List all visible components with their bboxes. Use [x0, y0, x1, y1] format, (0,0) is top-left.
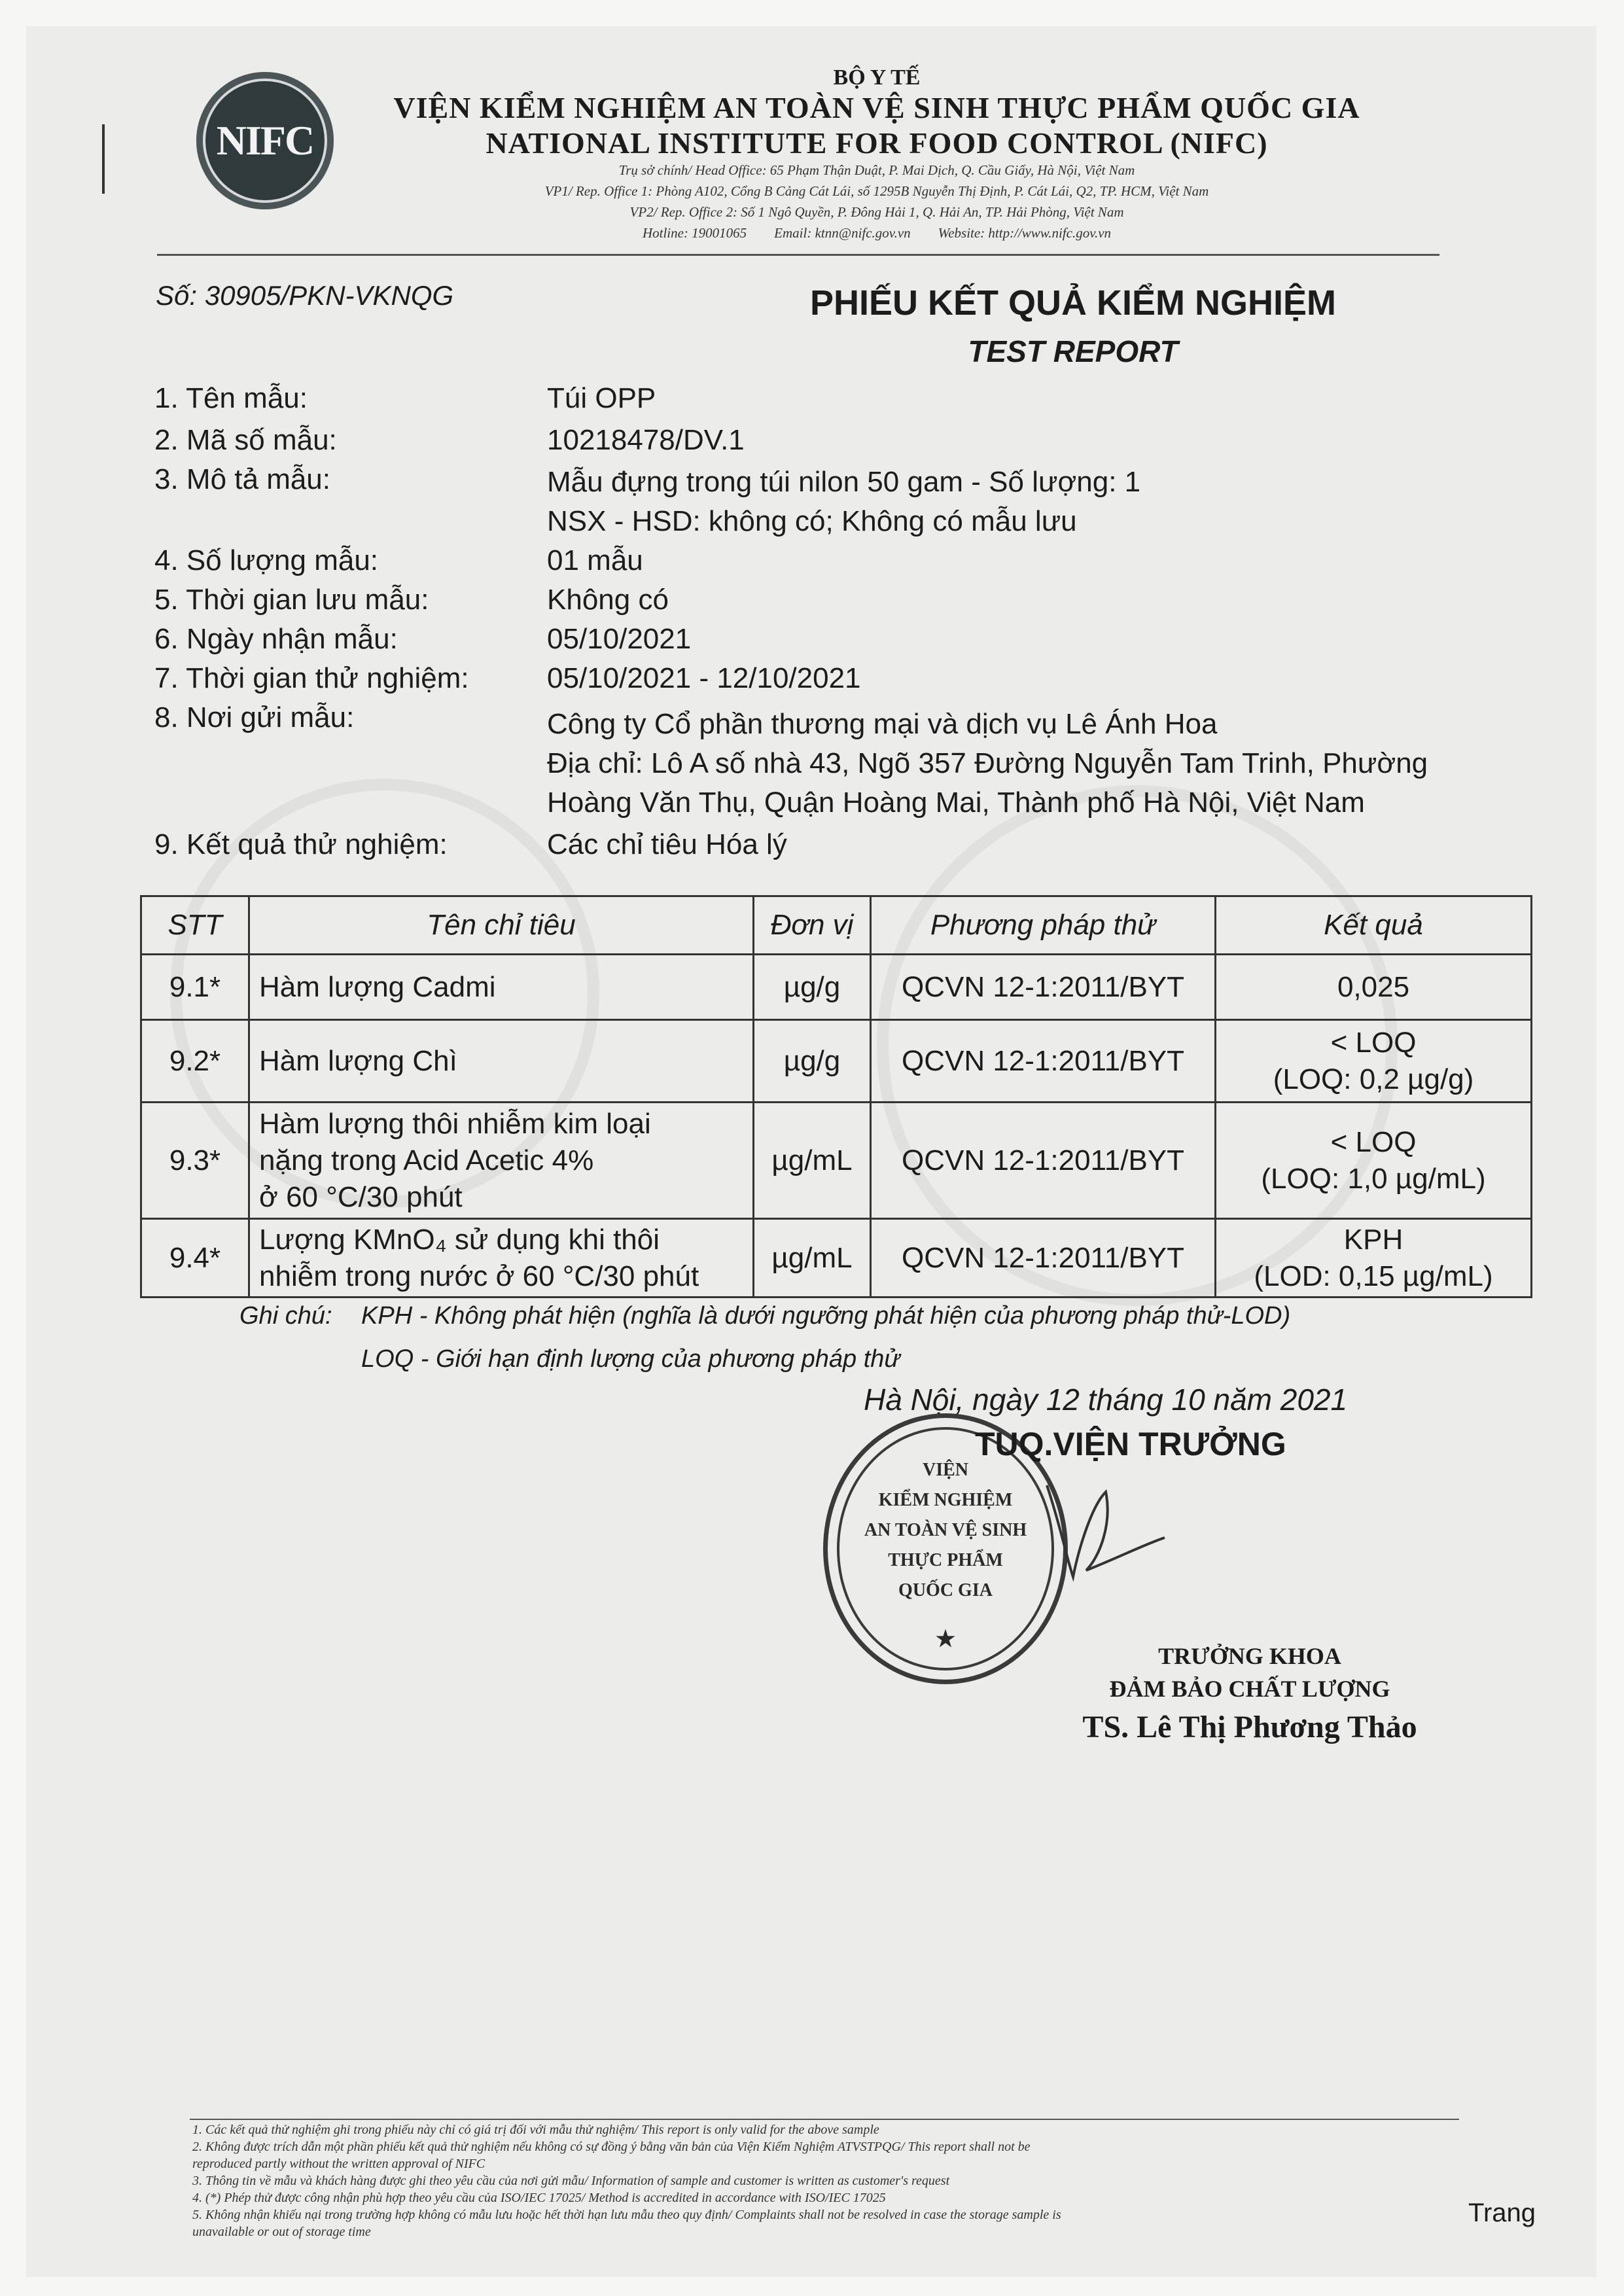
sender-address-line2: Hoàng Văn Thụ, Quận Hoàng Mai, Thành phố Hà Nội, Việt Nam: [547, 786, 1365, 819]
parameter-line: Lượng KMnO₄ sử dụng khi thôi: [259, 1223, 660, 1256]
test-result-label: 9. Kết quả thử nghiệm:: [154, 828, 448, 860]
header-unit: Đơn vị: [754, 896, 871, 955]
seal-line: THỰC PHẨM: [888, 1550, 1003, 1570]
row-unit: µg/mL: [754, 1103, 871, 1219]
row-result: [1216, 1219, 1532, 1298]
sample-quantity-label: 4. Số lượng mẫu:: [154, 544, 379, 576]
received-date-label: 6. Ngày nhận mẫu:: [154, 623, 398, 655]
row-unit: µg/g: [754, 955, 871, 1020]
result-line: (LOQ: 1,0 µg/mL): [1261, 1162, 1486, 1195]
sender-label: 8. Nơi gửi mẫu:: [154, 701, 355, 733]
footer-note-5: 5. Không nhận khiếu nại trong trường hợp không có mẫu lưu hoặc hết thời hạn lưu mẫu theo quy định/ Complaints shall not be resolved in case the storage sample is: [192, 2208, 1061, 2222]
sample-code-label: 2. Mã số mẫu:: [154, 424, 337, 456]
seal-star-icon: ★: [935, 1627, 956, 1651]
row-method: QCVN 12-1:2011/BYT: [871, 1020, 1216, 1103]
parameter-line: nặng trong Acid Acetic 4%: [259, 1144, 594, 1176]
row-unit: µg/g: [754, 1020, 871, 1103]
row-unit: µg/mL: [754, 1219, 871, 1298]
row-result: [1216, 1020, 1532, 1103]
document-subtitle: TEST REPORT: [968, 334, 1178, 368]
footer-note-5-cont: unavailable or out of storage time: [192, 2225, 371, 2239]
row-stt: 9.2*: [141, 1020, 249, 1103]
institute-name-en: NATIONAL INSTITUTE FOR FOOD CONTROL (NIFC): [485, 126, 1268, 160]
table-row: [141, 1219, 1532, 1298]
seal-line: AN TOÀN VỆ SINH: [864, 1520, 1027, 1540]
result-line: < LOQ: [1330, 1026, 1417, 1059]
notes-label: Ghi chú:: [239, 1302, 332, 1330]
sample-name-value: Túi OPP: [547, 382, 656, 414]
signer-position-1: TRƯỞNG KHOA: [1158, 1643, 1341, 1669]
header-divider: [157, 254, 1439, 256]
footer-note-1: 1. Các kết quả thử nghiệm ghi trong phiếu này chỉ có giá trị đối với mẫu thử nghiệm/ This report is only valid for the above sample: [192, 2123, 879, 2137]
page-label: Trang: [1468, 2199, 1536, 2227]
signing-date: Hà Nội, ngày 12 tháng 10 năm 2021: [864, 1383, 1348, 1417]
handwritten-signature: [1021, 1446, 1178, 1603]
parameter-line: Hàm lượng thôi nhiễm kim loại: [259, 1107, 651, 1140]
footer-note-2-cont: reproduced partly without the written approval of NIFC: [192, 2157, 485, 2171]
institute-name-vn: VIỆN KIỂM NGHIỆM AN TOÀN VỆ SINH THỰC PHẨM QUỐC GIA: [393, 91, 1360, 124]
footer-note-2: 2. Không được trích dẫn một phần phiếu kết quả thử nghiệm nếu không có sự đồng ý bằng văn bản của Viện Kiểm Nghiệm ATVSTPQG/ This report shall not be: [192, 2140, 1031, 2154]
seal-line: VIỆN: [922, 1460, 968, 1480]
header-method: Phương pháp thử: [871, 896, 1216, 955]
sample-quantity-value: 01 mẫu: [547, 544, 643, 576]
row-parameter: [249, 1103, 754, 1219]
header-stt: STT: [141, 896, 249, 955]
row-parameter: Hàm lượng Chì: [249, 1020, 754, 1103]
on-behalf-title: TUQ.VIỆN TRƯỞNG: [975, 1426, 1286, 1462]
result-line: (LOQ: 0,2 µg/g): [1273, 1063, 1474, 1095]
row-result: 0,025: [1216, 955, 1532, 1020]
footer-note-4: 4. (*) Phép thử được công nhận phù hợp theo yêu cầu của ISO/IEC 17025/ Method is accredited in accordance with ISO/IEC 17025: [192, 2191, 886, 2205]
test-period-value: 05/10/2021 - 12/10/2021: [547, 662, 861, 694]
footer-divider: [190, 2119, 1459, 2120]
result-line: (LOD: 0,15 µg/mL): [1254, 1260, 1493, 1292]
office1-address: VP1/ Rep. Office 1: Phòng A102, Cổng B Cảng Cát Lái, số 1295B Nguyễn Thị Định, P. Cát Lái, Q2, TP. HCM, Việt Nam: [544, 183, 1209, 199]
margin-mark: [102, 124, 105, 194]
document-title: PHIẾU KẾT QUẢ KIỂM NGHIỆM: [809, 283, 1337, 323]
footer-note-3: 3. Thông tin về mẫu và khách hàng được ghi theo yêu cầu của nơi gửi mẫu/ Information of sample and customer is written as customer's request: [192, 2174, 950, 2188]
row-method: QCVN 12-1:2011/BYT: [871, 1219, 1216, 1298]
sample-description-line1: Mẫu đựng trong túi nilon 50 gam - Số lượng: 1: [547, 466, 1141, 498]
retention-time-label: 5. Thời gian lưu mẫu:: [154, 584, 429, 616]
result-line: KPH: [1343, 1223, 1403, 1256]
note-loq: LOQ - Giới hạn định lượng của phương pháp thử: [361, 1345, 900, 1373]
sender-address-line1: Địa chỉ: Lô A số nhà 43, Ngõ 357 Đường Nguyễn Tam Trinh, Phường: [547, 747, 1428, 779]
note-kph: KPH - Không phát hiện (nghĩa là dưới ngưỡng phát hiện của phương pháp thử-LOD): [361, 1302, 1291, 1330]
sample-name-label: 1. Tên mẫu:: [154, 382, 308, 414]
table-row: [141, 955, 1532, 1020]
test-period-label: 7. Thời gian thử nghiệm:: [154, 662, 469, 694]
table-header-row: [141, 896, 1532, 955]
signer-name: TS. Lê Thị Phương Thảo: [1082, 1710, 1417, 1744]
table-row: [141, 1020, 1532, 1103]
seal-line: KIỂM NGHIỆM: [878, 1490, 1013, 1510]
row-stt: 9.1*: [141, 955, 249, 1020]
header-parameter: Tên chỉ tiêu: [249, 896, 754, 955]
sample-description-line2: NSX - HSD: không có; Không có mẫu lưu: [547, 505, 1077, 537]
table-row: [141, 1103, 1532, 1219]
sample-code-value: 10218478/DV.1: [547, 424, 745, 456]
test-result-value: Các chỉ tiêu Hóa lý: [547, 828, 787, 860]
retention-time-value: Không có: [547, 584, 669, 616]
results-table: [140, 895, 1532, 1298]
header-result: Kết quả: [1216, 896, 1532, 955]
parameter-line: nhiễm trong nước ở 60 °C/30 phút: [259, 1260, 699, 1292]
row-stt: 9.4*: [141, 1219, 249, 1298]
sender-company: Công ty Cổ phần thương mại và dịch vụ Lê Ánh Hoa: [547, 708, 1218, 740]
row-result: [1216, 1103, 1532, 1219]
row-parameter: Hàm lượng Cadmi: [249, 955, 754, 1020]
row-stt: 9.3*: [141, 1103, 249, 1219]
head-office-address: Trụ sở chính/ Head Office: 65 Phạm Thận Duật, P. Mai Dịch, Q. Cầu Giấy, Hà Nội, Việt Nam: [618, 162, 1135, 178]
row-parameter: [249, 1219, 754, 1298]
received-date-value: 05/10/2021: [547, 623, 692, 655]
parameter-line: ở 60 °C/30 phút: [259, 1180, 463, 1213]
signer-position-2: ĐẢM BẢO CHẤT LƯỢNG: [1109, 1676, 1390, 1702]
result-line: < LOQ: [1330, 1125, 1417, 1158]
office2-address: VP2/ Rep. Office 2: Số 1 Ngô Quyền, P. Đông Hải 1, Q. Hải An, TP. Hải Phòng, Việt Nam: [629, 204, 1124, 220]
row-method: QCVN 12-1:2011/BYT: [871, 1103, 1216, 1219]
seal-line: QUỐC GIA: [898, 1580, 993, 1600]
sample-description-label: 3. Mô tả mẫu:: [154, 463, 331, 495]
ministry-name: BỘ Y TẾ: [833, 65, 921, 90]
row-method: QCVN 12-1:2011/BYT: [871, 955, 1216, 1020]
nifc-logo: NIFC: [196, 72, 334, 209]
document-number: Số: 30905/PKN-VKNQG: [156, 280, 454, 311]
contact-info: Hotline: 19001065 Email: ktnn@nifc.gov.vn Website: http://www.nifc.gov.vn: [642, 225, 1112, 241]
